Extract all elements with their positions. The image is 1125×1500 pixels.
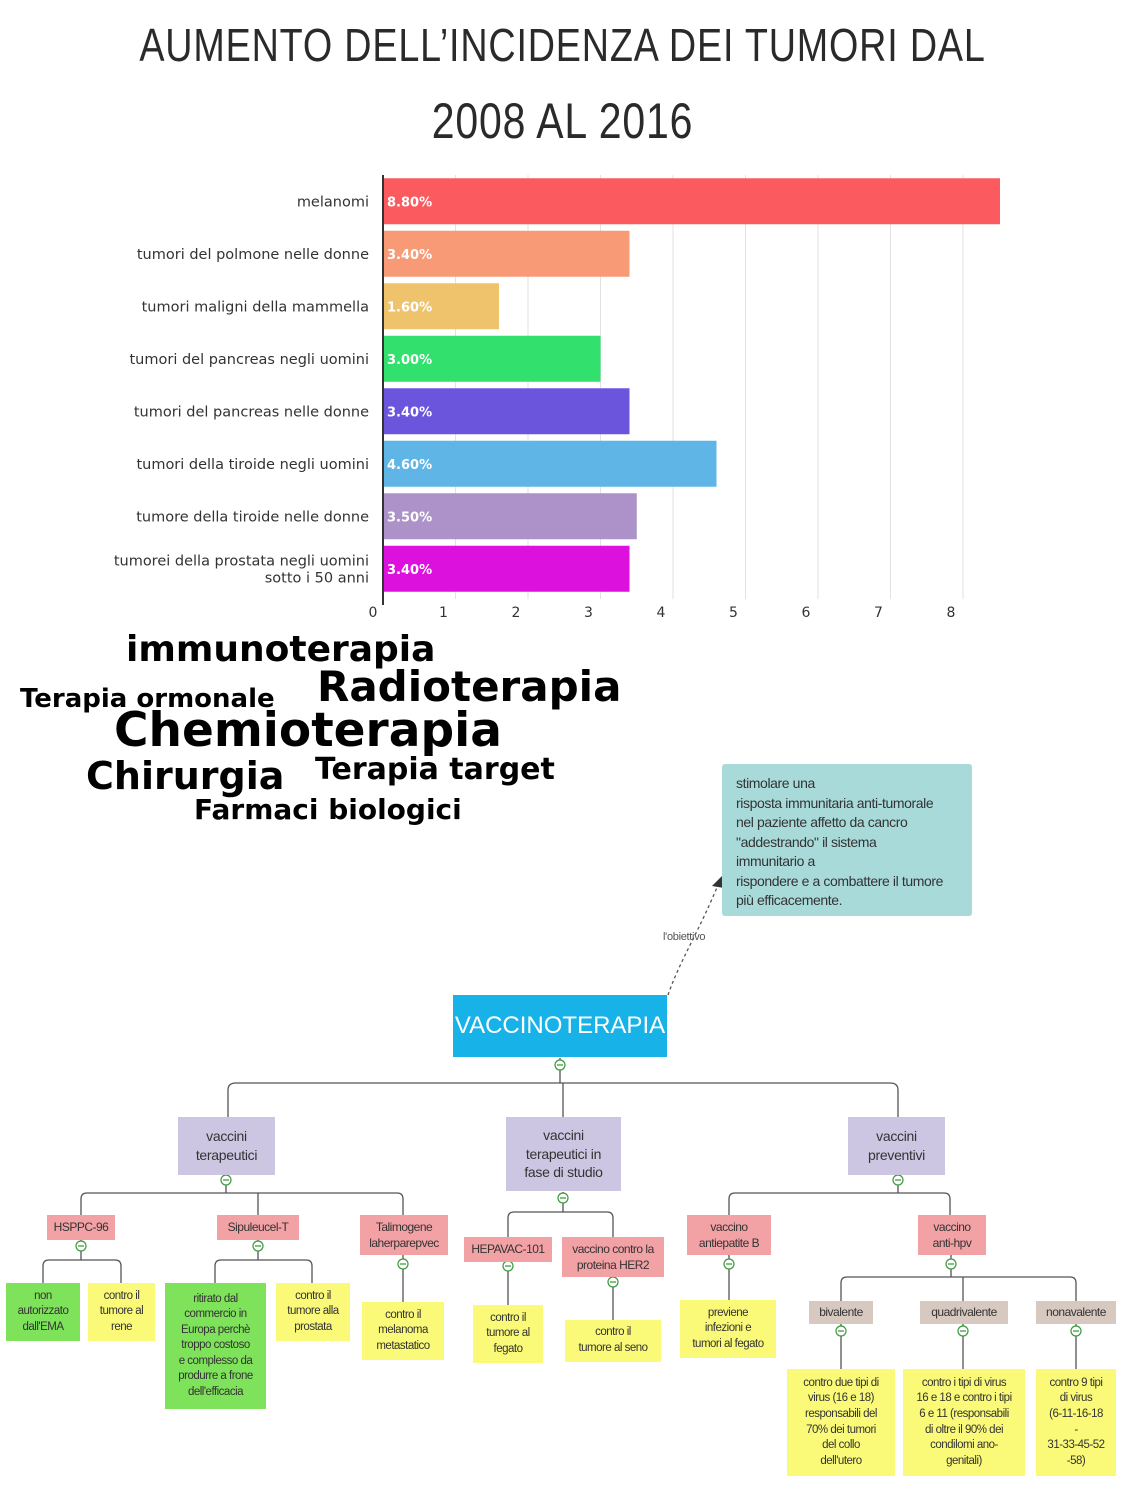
node-text-line: ritirato dal [193, 1292, 238, 1305]
node-text-line: nonavalente [1046, 1305, 1106, 1320]
bar-value-label: 4.60% [387, 457, 433, 473]
category-label: tumore della tiroide nelle donne [136, 509, 369, 526]
x-tick-label: 4 [656, 605, 666, 621]
category-label: tumorei della prostata negli uomini [113, 553, 369, 570]
node-text-line: genitali) [946, 1454, 982, 1467]
node-text-line: contro 9 tipi [1049, 1376, 1103, 1389]
node-text-line: tumore al seno [578, 1342, 648, 1354]
node-text-line: autorizzato [17, 1305, 69, 1318]
node-text-line: tumori al fegato [692, 1337, 764, 1350]
bar-value-label: 3.40% [387, 247, 433, 263]
node-text-line: di virus [1059, 1392, 1093, 1405]
category-label: tumori della tiroide negli uomini [136, 456, 369, 473]
word-chemioterapia: Chemioterapia [114, 703, 502, 758]
node-text-line: contro il [595, 1326, 631, 1339]
bar-value-label: 3.50% [387, 510, 433, 526]
leaf-ritirato-commercio[interactable] [165, 1283, 266, 1409]
node-text-line: non [34, 1289, 52, 1302]
x-tick-label: 8 [946, 605, 956, 621]
node-text-line: infezioni e [704, 1322, 752, 1335]
word-terapia-target: Terapia target [315, 752, 555, 787]
node-text-line: melanoma [378, 1324, 428, 1337]
category-label: tumori del pancreas negli uomini [129, 351, 369, 368]
node-text-line: vaccino [933, 1219, 971, 1234]
node-text-line: 16 e 18 e contro i tipi [916, 1392, 1012, 1405]
category-label: melanomi [296, 194, 369, 211]
node-text-line: 70% dei tumori [806, 1423, 876, 1436]
node-text-line: virus (16 e 18) [807, 1392, 874, 1405]
node-text-line: -58) [1066, 1454, 1086, 1467]
objective-link-label: l'obiettivo [663, 931, 706, 943]
node-text-line: Talimogene [375, 1219, 433, 1234]
node-text-line: preventivi [868, 1147, 925, 1163]
node-text-line: contro i tipi di virus [921, 1376, 1007, 1389]
x-tick-label: 1 [439, 605, 448, 621]
node-text-line: prostata [294, 1320, 332, 1333]
word-terapia-ormonale: Terapia ormonale [20, 684, 275, 714]
node-text-line: Europa perchè [181, 1323, 250, 1336]
leaf-quadrivalente-desc[interactable] [903, 1369, 1025, 1476]
bar-value-label: 8.80% [387, 195, 433, 211]
root-node-vaccinoterapia[interactable]: VACCINOTERAPIA [453, 995, 667, 1057]
node-text-line: contro il [295, 1289, 331, 1302]
node-text-line: tumore al [99, 1305, 144, 1318]
word-radioterapia: Radioterapia [317, 662, 622, 711]
node-text-line: contro due tipi di [803, 1376, 879, 1389]
node-text-line: commercio in [184, 1308, 247, 1321]
node-text-line: di oltre il 90% dei [924, 1423, 1004, 1436]
node-text-line: tumore alla [287, 1305, 339, 1318]
node-text-line: responsabili del [805, 1407, 877, 1420]
node-text-line: e complesso da [178, 1354, 253, 1367]
word-chirurgia: Chirurgia [86, 754, 285, 798]
node-talimogene[interactable] [360, 1215, 448, 1255]
x-tick-label: 0 [368, 605, 378, 621]
node-text-line: fegato [493, 1342, 523, 1355]
node-text-line: vaccino [710, 1219, 748, 1234]
node-text-line: tumore al [486, 1327, 530, 1340]
x-tick-label: 3 [584, 605, 593, 621]
node-vaccini-terapeutici[interactable] [178, 1117, 275, 1175]
node-sipuleucel-t[interactable] [217, 1215, 299, 1240]
node-text-line: vaccini [543, 1126, 584, 1143]
node-bivalente[interactable] [809, 1301, 873, 1324]
node-text-line: HEPAVAC-101 [471, 1242, 545, 1257]
category-label: sotto i 50 anni [264, 570, 369, 587]
leaf-tumore-prostata[interactable] [276, 1283, 350, 1341]
node-text-line: - [1074, 1423, 1078, 1436]
node-nonavalente[interactable] [1036, 1301, 1116, 1324]
node-text-line: vaccini [206, 1128, 247, 1145]
bar-value-label: 1.60% [387, 300, 433, 316]
node-text-line: vaccini [876, 1128, 917, 1145]
node-text-line: condilomi ano- [930, 1439, 998, 1452]
node-text-line: contro il [385, 1308, 421, 1321]
bar-value-label: 3.40% [387, 405, 433, 421]
x-tick-label: 2 [511, 605, 521, 621]
node-text-line: bivalente [819, 1305, 863, 1320]
leaf-melanoma-metastatico[interactable] [362, 1302, 444, 1360]
node-text-line: del collo [822, 1439, 860, 1452]
node-text-line: proteina HER2 [576, 1258, 650, 1272]
node-text-line: Sipuleucel-T [227, 1220, 289, 1235]
node-text-line: 31-33-45-52 [1047, 1439, 1105, 1452]
node-text-line: dall'EMA [22, 1320, 64, 1333]
node-vaccini-in-studio[interactable] [506, 1117, 621, 1191]
chart-title-line-1: AUMENTO DELL’INCIDENZA DEI TUMORI DAL [139, 19, 986, 71]
node-text-line: dell'utero [820, 1454, 862, 1467]
node-text-line: dell'efficacia [187, 1385, 244, 1398]
node-quadrivalente[interactable] [920, 1301, 1008, 1324]
node-text-line: contro il [103, 1289, 140, 1302]
node-text-line: terapeutici in [525, 1145, 602, 1162]
node-text-line: anti-hpv [932, 1236, 972, 1250]
word-immunoterapia: immunoterapia [126, 629, 436, 670]
node-vaccino-her2[interactable] [562, 1237, 664, 1277]
x-tick-label: 7 [874, 605, 883, 621]
leaf-nonavalente-desc[interactable] [1036, 1369, 1116, 1476]
node-text-line: (6-11-16-18 [1049, 1407, 1103, 1420]
bar-value-label: 3.40% [387, 562, 433, 578]
x-tick-label: 6 [801, 605, 811, 621]
leaf-non-autorizzato-ema[interactable] [6, 1283, 80, 1341]
node-text-line: 6 e 11 (responsabili [919, 1407, 1009, 1420]
node-text-line: fase di studio [524, 1164, 603, 1181]
node-vaccino-anti-hpv[interactable] [918, 1215, 986, 1255]
node-text-line: vaccino contro la [572, 1241, 654, 1256]
node-hepavac-101[interactable] [464, 1237, 552, 1262]
node-text-line: troppo costoso [181, 1339, 250, 1352]
node-vaccini-preventivi[interactable] [848, 1117, 945, 1175]
x-tick-label: 5 [729, 605, 738, 621]
node-text-line: contro il [490, 1311, 526, 1324]
leaf-tumore-seno[interactable] [565, 1320, 661, 1362]
node-text-line: produrre a frone [178, 1370, 253, 1383]
node-text-line: quadrivalente [931, 1305, 997, 1320]
category-label: tumori del pancreas nelle donne [133, 404, 369, 421]
category-label: tumori del polmone nelle donne [136, 246, 369, 263]
node-text-line: previene [707, 1306, 749, 1319]
node-hsppc-96[interactable] [47, 1215, 115, 1240]
node-text-line: laherparepvec [369, 1236, 439, 1250]
node-text-line: terapeutici [195, 1147, 258, 1163]
leaf-previene-infezioni[interactable] [680, 1300, 776, 1358]
leaf-tumore-fegato[interactable] [473, 1305, 543, 1363]
category-label: tumori maligni della mammella [141, 299, 369, 316]
chart-title-line-2: 2008 AL 2016 [431, 93, 694, 149]
leaf-tumore-rene[interactable] [88, 1283, 155, 1341]
leaf-bivalente-desc[interactable] [787, 1369, 895, 1476]
node-text-line: HSPPC-96 [53, 1220, 109, 1235]
node-text-line: antiepatite B [698, 1236, 760, 1250]
node-vaccino-antiepatite-b[interactable] [687, 1215, 771, 1255]
node-text-line: metastatico [376, 1339, 430, 1352]
objective-note[interactable]: stimolare una risposta immunitaria anti-tumorale nel paziente affetto da cancro "addestrando" il sistema immunitario a rispondere e a combattere il tumore più efficacemente. [722, 764, 972, 916]
word-farmaci-biologici: Farmaci biologici [194, 793, 462, 826]
bar-value-label: 3.00% [387, 352, 433, 368]
node-text-line: rene [110, 1320, 133, 1333]
